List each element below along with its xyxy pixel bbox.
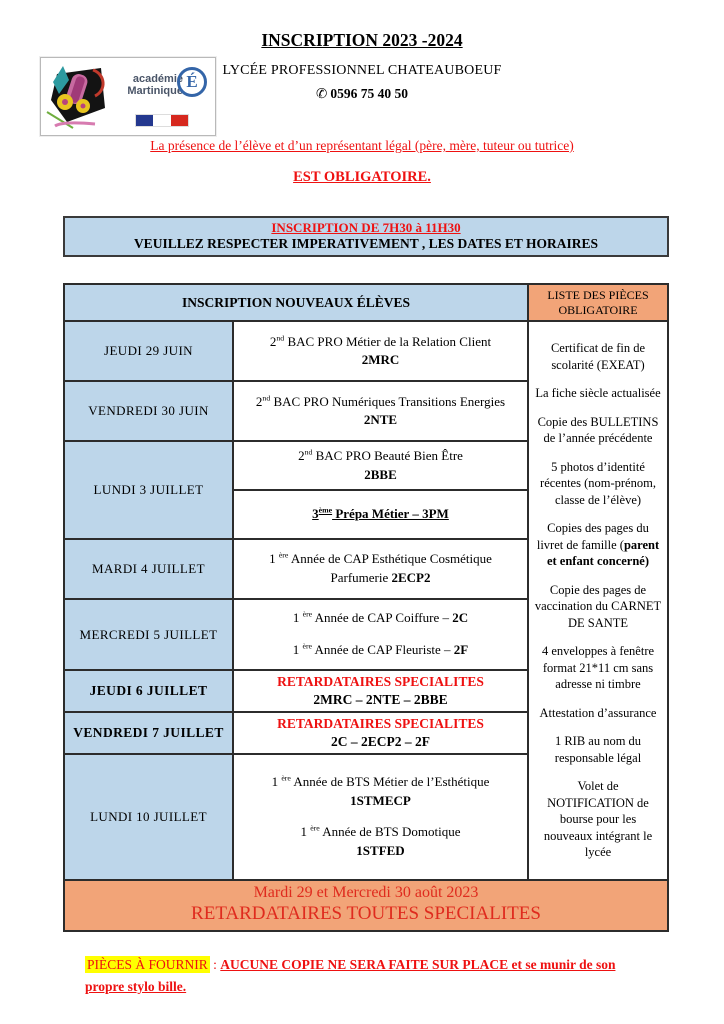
table-row (65, 600, 527, 671)
supplies-note (85, 954, 637, 999)
logo-academie-text: académie Martinique (127, 73, 183, 97)
banner-warning-line: VEUILLEZ RESPECTER IMPERATIVEMENT , LES DATES ET HORAIRES (133, 235, 599, 251)
course-col (234, 322, 527, 380)
table-row (65, 382, 527, 442)
piece-item: Certificat de fin de scolarité (EXEAT) (550, 341, 646, 372)
footer-august-dates: Mardi 29 et Mercredi 30 août 2023 (253, 883, 479, 901)
course-col (234, 755, 527, 879)
course-line: 2BBE (364, 466, 397, 482)
supplies-label: PIÈCES À FOURNIR (87, 956, 208, 972)
piece-item: Copie des pages de vaccination du CARNET DE SANTE (534, 582, 662, 630)
footer-all-specialties: RETARDATAIRES TOUTES SPECIALITES (191, 902, 541, 924)
phone-number: 0596 75 40 50 (330, 86, 408, 101)
date-cell: JEUDI 29 JUIN (65, 322, 234, 380)
course-col (234, 713, 527, 753)
course-col (234, 671, 527, 711)
course-line: 1 $^{ère}$ Année de CAP Coiffure – 2C (292, 609, 469, 626)
piece-item: Copie des BULLETINS de l’année précédente (537, 414, 659, 446)
schedule-banner (63, 216, 669, 257)
banner-hours-line: INSCRIPTION DE 7H30 à 11H30 (271, 220, 461, 235)
piece-item: La fiche siècle actualisée (535, 386, 661, 401)
phone-icon: ✆ (316, 86, 328, 101)
academie-martinique-logo (40, 57, 216, 136)
table-row (65, 671, 527, 713)
course-cell (234, 600, 527, 669)
course-cell (234, 671, 527, 711)
logo-e-badge-icon: É (177, 67, 207, 97)
course-col (234, 382, 527, 440)
schedule-rows (65, 322, 527, 879)
piece-item: 4 enveloppes à fenêtre format 21*11 cm sans adresse ni timbre (541, 644, 655, 692)
course-cell (234, 540, 527, 598)
logo-abstract-art-icon (43, 60, 115, 134)
supplies-text: AUCUNE COPIE NE SERA FAITE SUR PLACE et se munir de son propre stylo bille. (85, 956, 616, 995)
piece-item: Volet de NOTIFICATION de bourse pour les nouveaux intégrant le lycée (543, 779, 653, 860)
french-flag-icon (135, 114, 189, 127)
date-cell: LUNDI 10 JUILLET (65, 755, 234, 879)
course-cell (234, 489, 527, 538)
date-cell: JEUDI 6 JUILLET (65, 671, 234, 711)
table-footer (65, 879, 667, 930)
table-header-pieces: LISTE DES PIÈCES OBLIGATOIRE (529, 285, 667, 322)
course-line: 1 $^{ère}$ Année de BTS Domotique (300, 824, 461, 840)
course-cell (234, 755, 527, 879)
course-line: 1 $^{ère}$ Année de CAP Fleuriste – 2F (292, 641, 469, 657)
table-row (65, 442, 527, 540)
table-header-new-students: INSCRIPTION NOUVEAUX ÉLÈVES (65, 285, 527, 322)
course-line: 2nd BAC PRO Numériques Transitions Energies (255, 393, 506, 409)
date-cell: MARDI 4 JUILLET (65, 540, 234, 598)
table-row (65, 713, 527, 755)
course-cell (234, 713, 527, 753)
course-line: 1 $^{ère}$ Année de BTS Métier de l’Esthétique (271, 773, 490, 789)
course-cell (234, 442, 527, 489)
table-row (65, 322, 527, 382)
obligatoire-notice-line: EST OBLIGATOIRE. (293, 169, 431, 185)
course-line: 1STMECP (350, 792, 411, 808)
course-line: 2C – 2ECP2 – 2F (331, 733, 430, 749)
date-cell: MERCREDI 5 JUILLET (65, 600, 234, 669)
course-line: 2MRC (361, 352, 400, 368)
table-row (65, 540, 527, 600)
date-cell: LUNDI 3 JUILLET (65, 442, 234, 538)
piece-item: Copies des pages du livret de famille (parent et enfant concerné) (536, 521, 660, 569)
course-col (234, 442, 527, 538)
course-col (234, 600, 527, 669)
supplies-separator: : (209, 956, 221, 972)
pieces-list (529, 322, 667, 879)
date-cell: VENDREDI 30 JUIN (65, 382, 234, 440)
course-cell (234, 382, 527, 440)
course-line: 2NTE (363, 412, 398, 428)
presence-notice-line: La présence de l’élève et d’un représentant légal (père, mère, tuteur ou tutrice) (150, 138, 574, 153)
date-cell: VENDREDI 7 JUILLET (65, 713, 234, 753)
course-cell (234, 322, 527, 380)
table-row (65, 755, 527, 879)
course-line: RETARDATAIRES SPECIALITES (277, 716, 484, 732)
piece-item: 1 RIB au nom du responsable légal (554, 734, 642, 765)
course-line: 2nd BAC PRO Métier de la Relation Client (269, 333, 492, 349)
course-col (234, 540, 527, 598)
course-line: 3ème Prépa Métier – 3PM (312, 505, 449, 522)
school-name: LYCÉE PROFESSIONNEL CHATEAUBOEUF (222, 63, 502, 78)
course-line: 2nd BAC PRO Beauté Bien Être (298, 447, 463, 464)
course-line: 1STFED (356, 843, 405, 859)
course-line: 2MRC – 2NTE – 2BBE (313, 691, 448, 707)
registration-table (63, 283, 669, 931)
course-line: Parfumerie 2ECP2 (330, 570, 431, 586)
page-title: INSCRIPTION 2023 -2024 (261, 30, 463, 50)
piece-item: 5 photos d’identité récentes (nom-prénom, classe de l’élève) (540, 459, 656, 507)
piece-item: Attestation d’assurance (539, 705, 657, 720)
course-line: RETARDATAIRES SPECIALITES (277, 674, 484, 690)
course-line: 1 $^{ère}$ Année de CAP Esthétique Cosmétique (269, 550, 492, 567)
